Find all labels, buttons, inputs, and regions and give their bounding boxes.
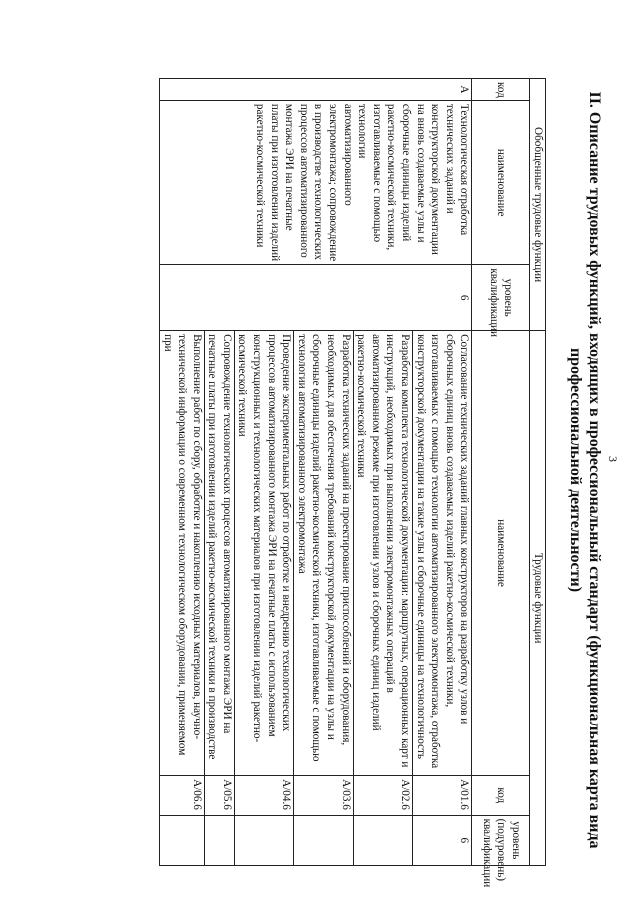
generalized-level: 6 [159, 265, 471, 331]
table-row [413, 79, 472, 866]
page-number: 3 [606, 456, 620, 462]
header-level: уровень квалификации [472, 265, 530, 331]
section-title-line-1: II. Описание трудовых функций, входящих в профессиональный стандарт (функциональная карта вида [586, 91, 603, 849]
header-labor: Трудовые функции [530, 331, 546, 866]
labor-function-level [159, 815, 204, 865]
header-tf-level: уровень (подуровень) квалификации [472, 815, 530, 865]
labor-function-name: Сопровождение технологических процессов автоматизированного монтажа ЭРИ на печатные платы при изготовлении изделий ракетно-космической техники в производстве [204, 331, 234, 776]
labor-function-name: Согласование технических заданий главных конструкторов на разработку узлов и сборочных единиц вновь создаваемых изделий ракетно-космической техники, изготавливаемых с помощью технологии автоматизированного электромонтажа, отработка конструкторской документации на такие узлы и сборочные единицы на технологичность [413, 331, 472, 776]
labor-function-code: А/02.6 [353, 776, 412, 815]
labor-function-level [204, 815, 234, 865]
labor-function-level [294, 815, 353, 865]
labor-function-code: А/03.6 [294, 776, 353, 815]
labor-function-code: А/05.6 [204, 776, 234, 815]
functional-map-table [159, 78, 546, 888]
header-generalized: Обобщенные трудовые функции [530, 79, 546, 331]
generalized-code: А [159, 79, 471, 101]
labor-function-level [234, 815, 293, 865]
section-title-line-2: профессиональной деятельности) [567, 347, 584, 593]
header-row-groups [530, 79, 546, 866]
header-code: код [472, 79, 530, 101]
labor-function-name: Разработка комплекта технологической документации: маршрутных, операционных карт и инструкций, необходимых при выполнении электромонтажных операций в автоматизированном режиме при изготовлении узлов и сборочных единиц изделий ракетно-космической техники [353, 331, 412, 776]
labor-function-code: А/04.6 [234, 776, 293, 815]
rotated-content [16, 60, 620, 888]
labor-function-level: 6 [413, 815, 472, 865]
header-tf-code: код [472, 776, 530, 815]
generalized-name: Технологическая отработка технических заданий и конструкторской документации на вновь создаваемые узлы и сборочные единицы изделий ракетно-космической техники, изготавливаемые с помощью технологии автоматизированного электромонтажа; сопровождение в производстве технологических процессов автоматизированного монтажа ЭРИ на печатные платы при изготовлении изделий ракетно-космической техники [159, 100, 471, 264]
labor-function-level [353, 815, 412, 865]
labor-function-name: Разработка технических заданий на проектирование приспособлений и оборудования, необходимых для обеспечения требований конструкторской документации на узлы и сборочные единицы изделий ракетно-космической техники, изготавливаемые с помощью технологии автоматизированного электромонтажа [294, 331, 353, 776]
labor-function-name: Проведение экспериментальных работ по отработке и внедрению технологических процессов автоматизированного монтажа ЭРИ на печатные платы с использованием конструкционных и технологических материалов при изготовлении изделий ракетно-космической техники [234, 331, 293, 776]
labor-function-name: Выполнение работ по сбору, обработке и накоплению исходных материалов, научно-технической информации о современном технологическом оборудовании, применяемом при [159, 331, 204, 776]
header-name: наименование [472, 100, 530, 264]
header-tf-name: наименование [472, 331, 530, 776]
section-title [566, 80, 604, 860]
labor-function-code: А/06.6 [159, 776, 204, 815]
header-row-columns [472, 79, 530, 866]
labor-function-code: А/01.6 [413, 776, 472, 815]
